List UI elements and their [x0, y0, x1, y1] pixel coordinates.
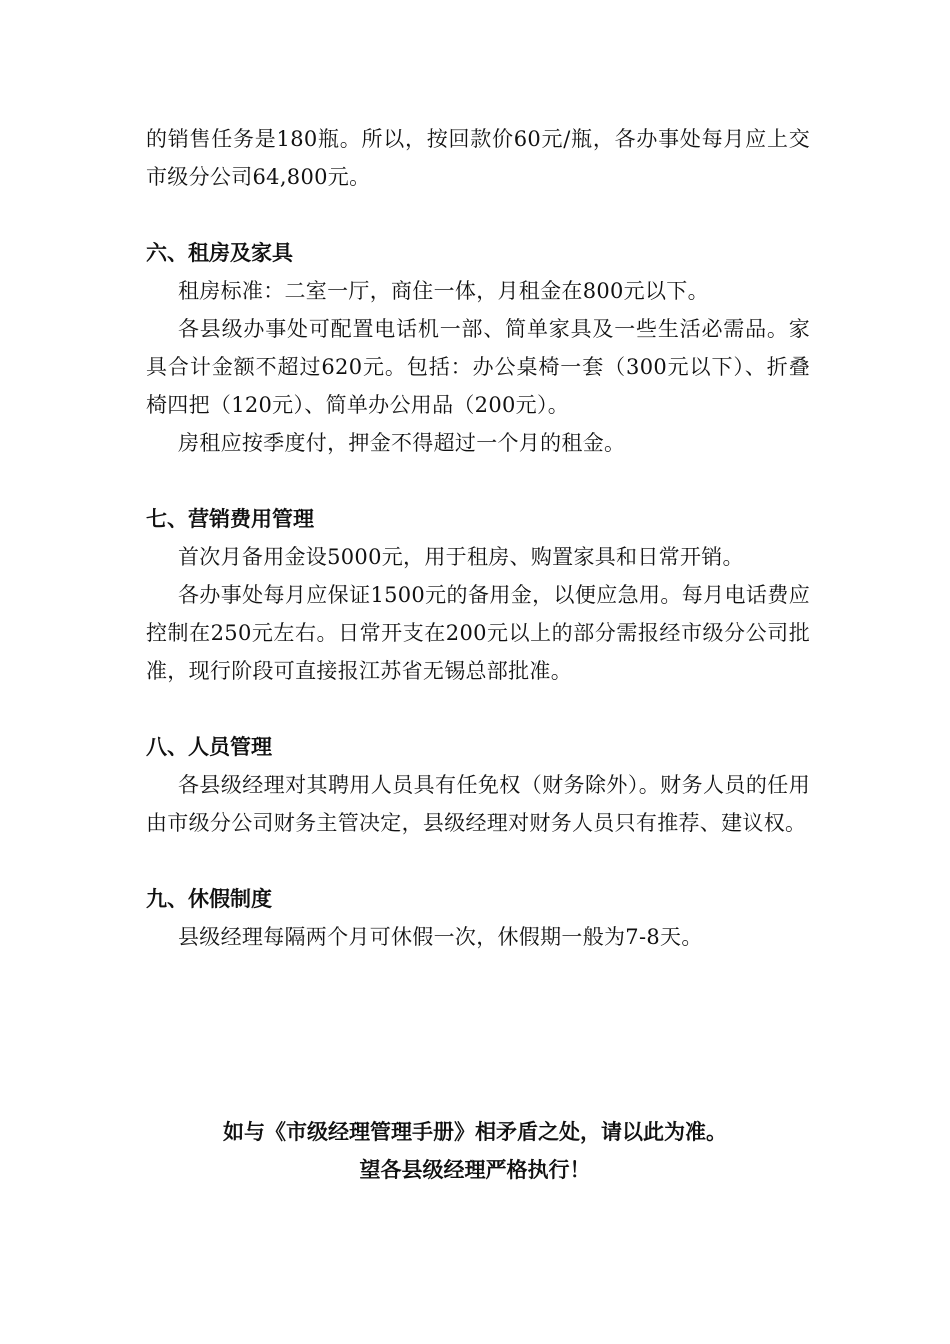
section-paragraph: 各县级经理对其聘用人员具有任免权（财务除外）。财务人员的任用由市级分公司财务主管决定，县级经理对财务人员只有推荐、建议权。 — [146, 773, 810, 835]
closing-notice — [0, 1113, 950, 1189]
section-heading: 七、营销费用管理 — [146, 507, 314, 531]
section-heading: 九、休假制度 — [146, 887, 272, 911]
closing-line-1: 如与《市级经理管理手册》相矛盾之处，请以此为准。 — [223, 1120, 727, 1144]
section-paragraph: 县级经理每隔两个月可休假一次，休假期一般为7-8天。 — [178, 925, 703, 949]
section-leave-policy — [146, 880, 810, 956]
document-body — [146, 120, 810, 956]
section-paragraph: 房租应按季度付，押金不得超过一个月的租金。 — [178, 431, 626, 455]
intro-paragraph: 的销售任务是180瓶。所以，按回款价60元/瓶，各办事处每月应上交市级分公司64,800元。 — [146, 127, 810, 189]
section-marketing-expenses — [146, 500, 810, 690]
section-paragraph: 租房标准：二室一厅，商住一体，月租金在800元以下。 — [178, 279, 709, 303]
section-paragraph: 首次月备用金设5000元，用于租房、购置家具和日常开销。 — [178, 545, 744, 569]
section-paragraph: 各办事处每月应保证1500元的备用金，以便应急用。每月电话费应控制在250元左右。日常开支在200元以上的部分需报经市级分公司批准，现行阶段可直接报江苏省无锡总部批准。 — [146, 583, 810, 683]
section-heading: 八、人员管理 — [146, 735, 272, 759]
closing-line-2: 望各县级经理严格执行！ — [359, 1158, 591, 1182]
section-rent-furniture — [146, 234, 810, 462]
section-personnel — [146, 728, 810, 842]
section-heading: 六、租房及家具 — [146, 241, 293, 265]
section-paragraph: 各县级办事处可配置电话机一部、简单家具及一些生活必需品。家具合计金额不超过620元。包括：办公桌椅一套（300元以下）、折叠椅四把（120元）、简单办公用品（200元）。 — [146, 317, 810, 417]
